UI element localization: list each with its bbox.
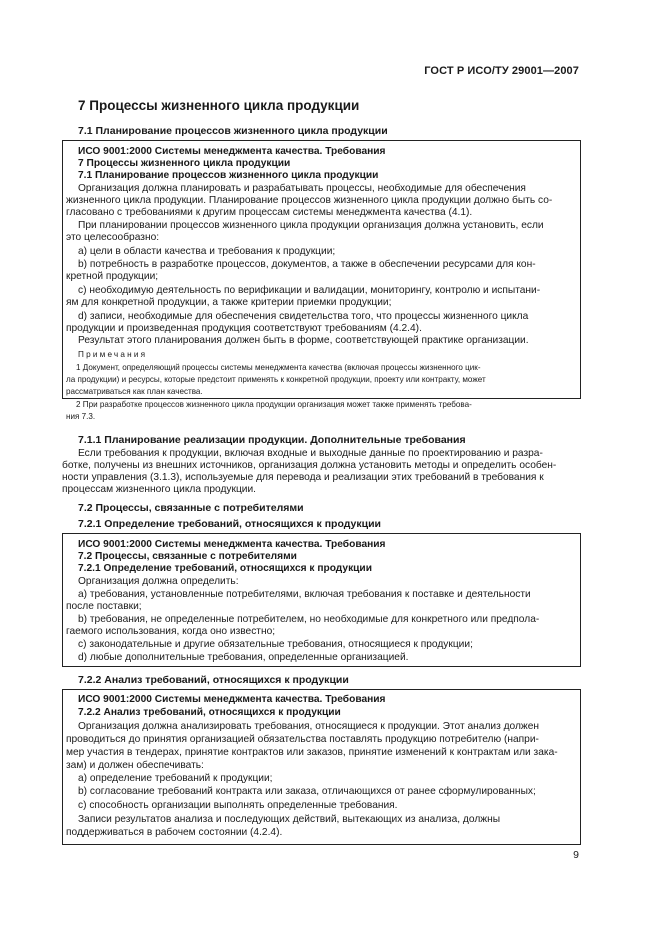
box-list-item: a) определение требований к продукции; — [78, 773, 273, 784]
box-text-line: гласовано с требованиями к другим процессам системы менеджмента качества (4.1). — [66, 207, 473, 218]
section-7-2-2-heading: 7.2.2 Анализ требований, относящихся к продукции — [78, 674, 349, 686]
paragraph-line: Если требования к продукции, включая входные и выходные данные по проектированию и разра- — [78, 448, 543, 459]
box-text-line: Организация должна планировать и разрабатывать процессы, необходимые для обеспечения — [78, 183, 526, 194]
section-7-2-heading: 7.2 Процессы, связанные с потребителями — [78, 502, 304, 514]
box-text-line: продукции и произведенная продукция соответствуют требованиям (4.2.4). — [66, 323, 422, 334]
note-line: ния 7.3. — [66, 412, 96, 421]
box-title: ИСО 9001:2000 Системы менеджмента качества. Требования — [78, 146, 386, 157]
box-text-line: зам) и должен обеспечивать: — [66, 760, 204, 771]
box-heading: 7.2 Процессы, связанные с потребителями — [78, 551, 297, 562]
section-7-2-1-heading: 7.2.1 Определение требований, относящихся к продукции — [78, 518, 381, 530]
section-7-1-heading: 7.1 Планирование процессов жизненного цикла продукции — [78, 125, 388, 137]
box-text-line: гаемого использования, когда оно известно; — [66, 626, 276, 637]
box-text-line: Организация должна анализировать требования, относящиеся к продукции. Этот анализ должен — [78, 721, 540, 732]
box-list-item: b) потребность в разработке процессов, документов, а также в обеспечении ресурсами для кон- — [78, 259, 536, 270]
box-list-item: c) способность организации выполнять определенные требования. — [78, 800, 398, 811]
box-list-item: a) цели в области качества и требования к продукции; — [78, 246, 336, 257]
box-list-item: b) требования, не определенные потребителем, но необходимые для конкретного или предполa- — [78, 614, 540, 625]
box-text-line: ям для конкретной продукции, а также критерии приемки продукции; — [66, 297, 392, 308]
note-line: 2 При разработке процессов жизненного цикла продукции организация может также применять требова- — [76, 400, 472, 409]
box-text-line: Записи результатов анализа и последующих действий, вытекающих из анализа, должны — [78, 814, 501, 825]
box-list-item: c) необходимую деятельность по верификации и валидации, мониторингу, контролю и испытани- — [78, 285, 541, 296]
box-heading: 7 Процессы жизненного цикла продукции — [78, 158, 291, 169]
box-list-item: d) записи, необходимые для обеспечения свидетельства того, что процессы жизненного цикла — [78, 311, 529, 322]
page-number: 9 — [573, 849, 579, 861]
box-text-line: жизненного цикла продукции. Планирование процессов жизненного цикла продукции должно быть со- — [66, 195, 553, 206]
section-7-heading: 7 Процессы жизненного цикла продукции — [78, 98, 360, 113]
box-text-line: проводиться до принятия организацией обязательства поставлять продукцию потребителю (напри- — [66, 734, 539, 745]
box-heading: 7.2.2 Анализ требований, относящихся к продукции — [78, 707, 341, 718]
paragraph-line: процессам жизненного цикла продукции. — [62, 484, 256, 495]
note-line: рассматриваться как план качества. — [66, 387, 203, 396]
note-line: ла продукции) и ресурсы, которые предстоит применять к конкретной продукции, проекту или контракту, может — [66, 375, 486, 384]
box-text-line: Результат этого планирования должен быть в форме, соответствующей практике организации. — [78, 335, 529, 346]
box-text-line: мер участия в тендерах, принятие контрактов или заказов, принятие изменений к контрактам или зака- — [66, 747, 558, 758]
section-7-1-1-heading: 7.1.1 Планирование реализации продукции. Дополнительные требования — [78, 434, 466, 446]
box-text-line: поддерживаться в рабочем состоянии (4.2.4). — [66, 827, 283, 838]
paragraph-line: ботке, получены из внешних источников, организация должна установить методы и определить особен- — [62, 460, 557, 471]
note-line: 1 Документ, определяющий процессы системы менеджмента качества (включая процессы жизненного цик- — [76, 363, 481, 372]
box-title: ИСО 9001:2000 Системы менеджмента качества. Требования — [78, 539, 386, 550]
box-text-line: Организация должна определить: — [78, 576, 239, 587]
box-text-line: кретной продукции; — [66, 271, 159, 282]
box-list-item: b) согласование требований контракта или заказа, отличающихся от ранее сформулированных; — [78, 786, 536, 797]
box-heading: 7.1 Планирование процессов жизненного цикла продукции — [78, 170, 379, 181]
notes-label: Примечания — [78, 350, 148, 359]
document-id: ГОСТ Р ИСО/ТУ 29001—2007 — [424, 65, 579, 77]
box-text-line: это целесообразно: — [66, 232, 160, 243]
box-list-item: a) требования, установленные потребителями, включая требования к поставке и деятельности — [78, 589, 531, 600]
box-title: ИСО 9001:2000 Системы менеджмента качества. Требования — [78, 694, 386, 705]
paragraph-line: ности управления (3.1.3), используемые для перевода и реализации этих требований в требования к — [62, 472, 544, 483]
box-text-line: При планировании процессов жизненного цикла продукции организация должна установить, если — [78, 220, 544, 231]
box-list-item: c) законодательные и другие обязательные требования, относящиеся к продукции; — [78, 639, 473, 650]
box-list-item: d) любые дополнительные требования, определенные организацией. — [78, 652, 409, 663]
box-text-line: после поставки; — [66, 601, 142, 612]
box-heading: 7.2.1 Определение требований, относящихся к продукции — [78, 563, 372, 574]
